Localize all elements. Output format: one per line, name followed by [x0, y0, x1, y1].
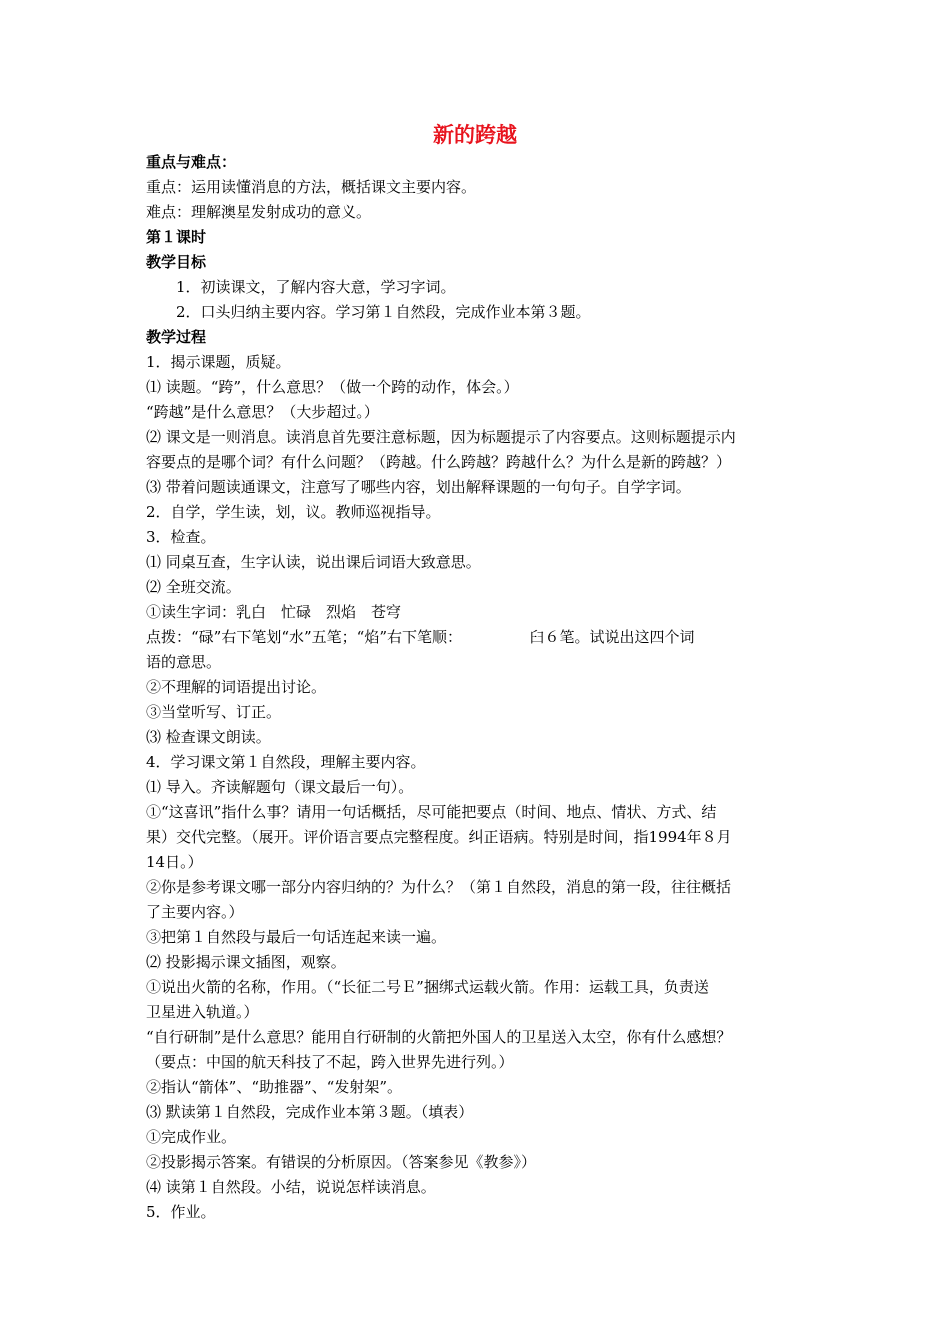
paragraph-line: 3．检查。	[146, 528, 216, 546]
paragraph-line: ③把第１自然段与最后一句话连起来读一遍。	[146, 928, 447, 946]
paragraph-line: 卫星进入轨道。）	[146, 1003, 259, 1021]
paragraph-line: ⑵ 课文是一则消息。读消息首先要注意标题，因为标题提示了内容要点。这则标题提示内	[146, 428, 736, 446]
section-heading: 教学目标	[146, 253, 207, 271]
document-body	[146, 150, 810, 1225]
paragraph-line: ②不理解的词语提出讨论。	[146, 678, 327, 696]
paragraph-line: 容要点的是哪个词？有什么问题？（跨越。什么跨越？跨越什么？为什么是新的跨越？）	[146, 453, 732, 471]
paragraph-line: ②指认“箭体”、“助推器”、“发射架”。	[146, 1078, 403, 1096]
paragraph-line: （要点：中国的航天科技了不起，跨入世界先进行列。）	[146, 1053, 514, 1071]
paragraph-line: ⑷ 读第１自然段。小结，说说怎样读消息。	[146, 1178, 436, 1196]
paragraph-line: ⑶ 检查课文朗读。	[146, 728, 271, 746]
paragraph-line: 4．学习课文第１自然段，理解主要内容。	[146, 753, 426, 771]
paragraph-line: ⑵ 投影揭示课文插图，观察。	[146, 953, 346, 971]
list-item: 2．口头归纳主要内容。学习第１自然段，完成作业本第３题。	[176, 303, 591, 321]
paragraph-line: ③当堂听写、订正。	[146, 703, 282, 721]
paragraph-line: 重点：运用读懂消息的方法，概括课文主要内容。	[146, 178, 477, 196]
paragraph-line: ⑶ 带着问题读通课文，注意写了哪些内容，划出解释课题的一句句子。自学字词。	[146, 478, 691, 496]
paragraph-line: ⑴ 导入。齐读解题句（课文最后一句）。	[146, 778, 414, 796]
paragraph-line: ①说出火箭的名称，作用。（“长征二号Ｅ”捆绑式运载火箭。作用：运载工具，负责送	[146, 978, 709, 996]
section-heading: 第１课时	[146, 228, 207, 246]
paragraph-line: ⑶ 默读第１自然段，完成作业本第３题。（填表）	[146, 1103, 474, 1121]
paragraph-line: 5．作业。	[146, 1203, 216, 1221]
paragraph-line: 点拨：“碌”右下笔划“水”五笔；“焰”右下笔顺： 臼６笔。试说出这四个词	[146, 628, 695, 646]
list-item: 1．初读课文，了解内容大意，学习字词。	[176, 278, 456, 296]
paragraph-line: ①读生字词：乳白 忙碌 烈焰 苍穹	[146, 603, 402, 621]
paragraph-line: 语的意思。	[146, 653, 222, 671]
paragraph-line: “跨越”是什么意思？（大步超过。）	[146, 403, 379, 421]
document-title: 新的跨越	[433, 123, 517, 147]
paragraph-line: 难点：理解澳星发射成功的意义。	[146, 203, 372, 221]
paragraph-line: 1．揭示课题，质疑。	[146, 353, 291, 371]
paragraph-line: ②你是参考课文哪一部分内容归纳的？为什么？（第１自然段，消息的第一段，往往概括	[146, 878, 732, 896]
paragraph-line: “自行研制”是什么意思？能用自行研制的火箭把外国人的卫星送入太空，你有什么感想？	[146, 1028, 732, 1046]
paragraph-line: ⑴ 读题。“跨”，什么意思？（做一个跨的动作，体会。）	[146, 378, 519, 396]
paragraph-line: 了主要内容。）	[146, 903, 244, 921]
paragraph-line: 14日。）	[146, 853, 203, 871]
paragraph-line: ①“这喜讯”指什么事？请用一句话概括，尽可能把要点（时间、地点、情状、方式、结	[146, 803, 717, 821]
paragraph-line: 2．自学，学生读，划，议。教师巡视指导。	[146, 503, 441, 521]
paragraph-line: 果）交代完整。（展开。评价语言要点完整程度。纠正语病。特别是时间，指1994年８月	[146, 828, 732, 846]
section-heading: 教学过程	[146, 328, 207, 346]
paragraph-line: ⑵ 全班交流。	[146, 578, 241, 596]
paragraph-line: ⑴ 同桌互查，生字认读，说出课后词语大致意思。	[146, 553, 481, 571]
paragraph-line: ①完成作业。	[146, 1128, 237, 1146]
paragraph-line: ②投影揭示答案。有错误的分析原因。（答案参见《教参》）	[146, 1153, 537, 1171]
section-heading: 重点与难点：	[146, 153, 237, 171]
